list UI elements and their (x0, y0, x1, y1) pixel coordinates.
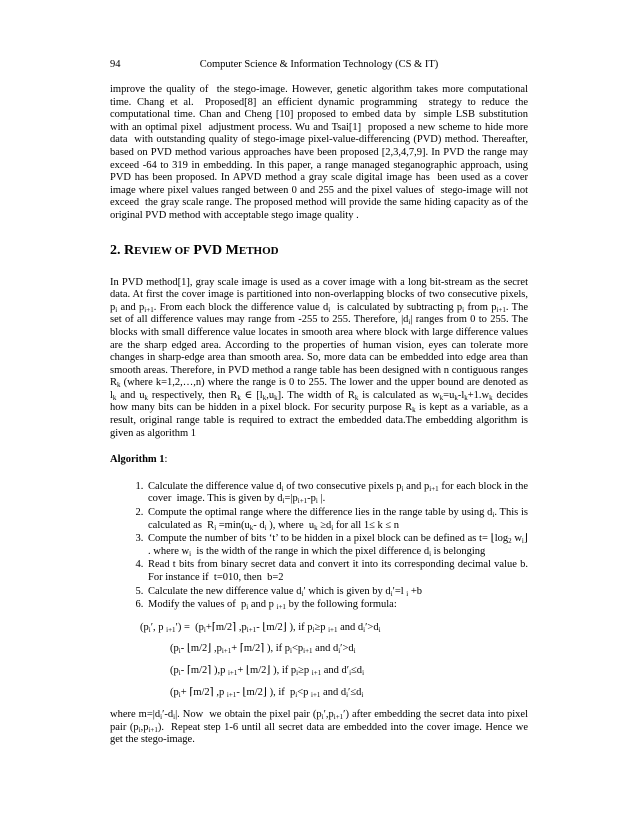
list-item: 2. Compute the optimal range where the difference lies in the range table by using $d_i$. This is calculated as $R_i =\min(u_k-$ $d_i$ ), where $u_k \ge d_i$ for all 1≤ k ≤ n (146, 507, 528, 532)
page-number: 94 (110, 59, 121, 70)
list-item: 1. Calculate the difference value $d_i$ of two consecutive pixels $p_i$ and $p_{i+1}$ for each block in the cover image. This is given by $d_i=|p_{i+1}-p_i$ |. (146, 481, 528, 506)
modification-equations (140, 622, 528, 699)
equation-line: ($p_i-$ ⌈m/2⌉ ),p $_{i+1}$+ ⌊m/2⌋ ), if $p_i\ge p$ $_{i+1}$ and $d'_i\le d_i$ (170, 664, 365, 677)
algorithm-steps (110, 481, 528, 612)
list-item: 4. Read t bits from binary secret data and convert it into its corresponding decimal value b. For instance if t=010, then b=2 (146, 559, 528, 584)
equation-line: ($p_i'$, p $_{i+1}') = (p_i+⌈m/2⌉$ $,p_{i+1}-$ ⌊m/2⌋ ), if $p_i\ge p$ $_{i+1}$ and $d_i'>d_i$ (140, 621, 381, 634)
equation-line: ($p_i-$ ⌊m/2⌋ $,p_{i+1}+$ ⌈m/2⌉ ), if $p_i<p_{i+1}$ and $d_i'>d_i$ (170, 643, 356, 656)
running-title: Computer Science & Information Technology (CS & IT) (199, 59, 439, 70)
closing-paragraph: where $m=|d_i'-d_i|$. Now we obtain the pixel pair $(p_i',p_{i+1}')$ after embedding the secret data into pixel pair $(p_i,p_{i+1})$. Repeat step 1-6 until all secret data are embedded into the cover image. Hence we get the stego-image. (110, 709, 529, 746)
pvd-paragraph: In PVD method[1], gray scale image is used as a cover image with a long bit-stream as the secret data. At first the cover image is partitioned into non-overlapping blocks of two consecutive pixels, $p_i$ and $p_{i+1}$. From each block the difference value $d_i$ is calculated by subtracting $p_i$ from $p_{i+1}$. The set of all difference values may range from -255 to 255. Therefore, $|d_i|$ ranges from 0 to 255. The blocks with small difference value locates in smooth area where block with large difference values are the sharp edged area. According to the properties of human vision, eyes can tolerate more changes in sharp-edge area than smooth area. So, more data can be embedded into edge area than smooth areas. Therefore, in PVD method a range table has been designed with n contiguous ranges $R_k$ (where k=1,2,…,n) where the range is 0 to 255. The lower and the upper bound are denoted as $l_k$ and $u_k$ respectively, then $R_k$ ∈ $[l_k,u_k]$. The width of $R_k$ is calculated as $w_k=u_k-l_k+1.w_k$ decides how many bits can be hidden in a pixel block. For security purpose $R_k$ is kept as a variable, as a result, original range table is required to extract the embedded data.The embedding algorithm is given as algorithm 1 (110, 276, 528, 439)
body-text (110, 84, 528, 759)
algorithm-heading: Algorithm 1: (110, 454, 168, 466)
intro-paragraph: improve the quality of the stego-image. However, genetic algorithm takes more computational time. Chang et al. Proposed[8] an efficient dynamic programming strategy to reduce the computational time. Chan and Cheng [10] proposed to embed data by simple LSB substitution with an optimal pixel adjustment process. Wu and Tsai[1] proposed a new scheme to hide more data with outstanding quality of stego-image pixel-value-differencing (PVD) method. Thereafter, based on PVD method various approaches have been proposed [2,3,4,7,9]. In PVD the range may exceed -64 to 319 in embedding. In this paper, a range managed steganographic approach, using PVD has been proposed. In APVD method a gray scale digital image has been used as a cover image where pixel values ranged between 0 and 255 and the pixel values of stego-image will not exceed the gray scale range. The proposed method will provide the same hiding capacity as of the original PVD method with acceptable stego image quality . (110, 84, 528, 221)
list-item: 3. Compute the number of bits ‘t’ to be hidden in a pixel block can be defined as $t= ⌊\log_2$ $w_i⌋$ . where $w_i$ is the width of the range in which the pixel difference $d_i$ is belonging (146, 533, 528, 558)
section-heading: 2. REVIEW OF PVD METHOD (110, 242, 279, 258)
list-item: 5. Calculate the new difference value $d_i'$ which is given by $d_i'=l$ $_i$ +b (146, 586, 528, 599)
list-item: 6. Modify the values of $p_i$ and p $_{i+1}$ by the following formula: (146, 599, 528, 612)
equation-line: ($p_i+$ ⌈m/2⌉ ,p $_{i+1}$- ⌊m/2⌋ ), if $p_i<p$ $_{i+1}$ and $d_i'\le d_i$ (170, 686, 364, 699)
